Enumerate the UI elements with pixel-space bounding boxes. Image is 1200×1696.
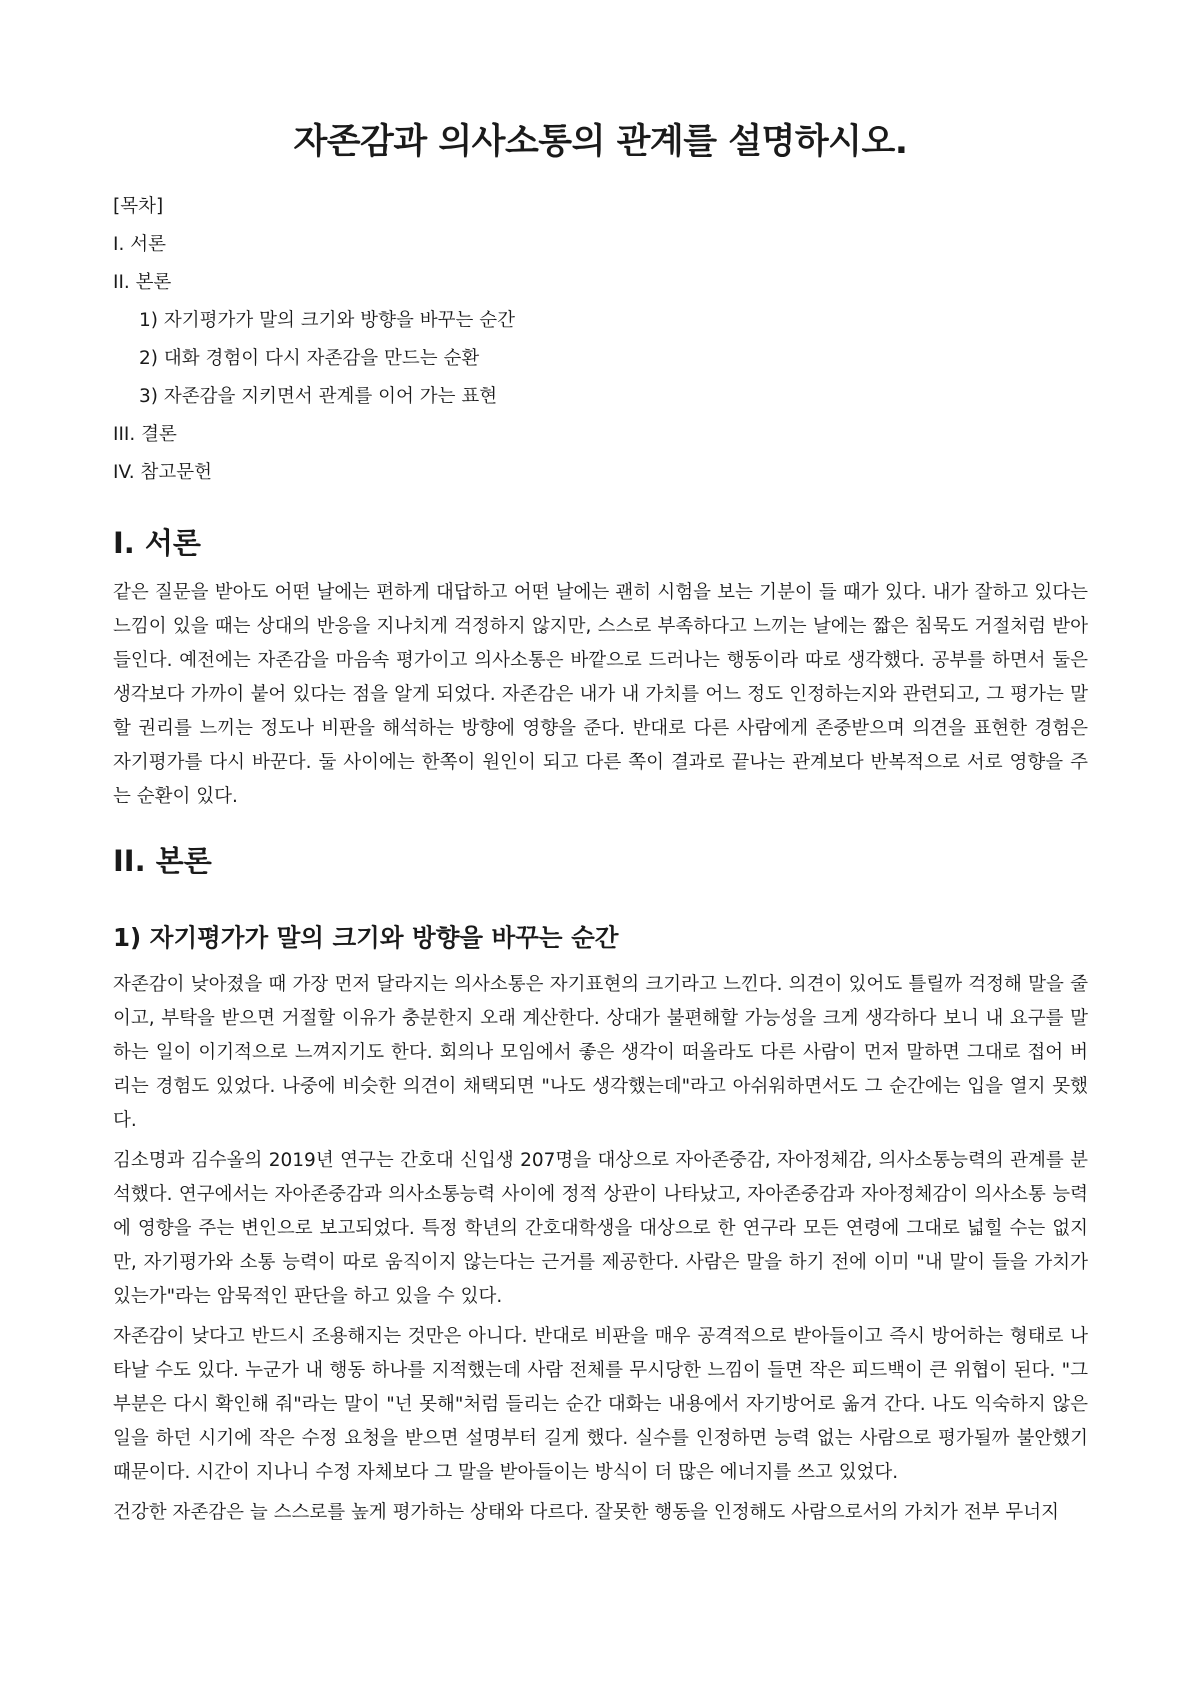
section-heading-body: II. 본론 [113,844,212,878]
intro-paragraph: 같은 질문을 받아도 어떤 날에는 편하게 대답하고 어떤 날에는 괜히 시험을 보는 기분이 들 때가 있다. 내가 잘하고 있다는 느낌이 있을 때는 상대의 반응을 지나치게 걱정하지 않지만, 스스로 부족하다고 느끼는 날에는 짧은 침묵도 거절처럼 받아들인다. 예전에는 자존감을 마음속 평가이고 의사소통은 바깥으로 드러나는 행동이라 따로 생각했다. 공부를 하면서 둘은 생각보다 가까이 붙어 있다는 점을 알게 되었다. 자존감은 내가 내 가치를 어느 정도 인정하는지와 관련되고, 그 평가는 말할 권리를 느끼는 정도나 비판을 해석하는 방향에 영향을 준다. 반대로 다른 사람에게 존중받으며 의견을 표현한 경험은 자기평가를 다시 바꾼다. 둘 사이에는 한쪽이 원인이 되고 다른 쪽이 결과로 끝나는 관계보다 반복적으로 서로 영향을 주는 순환이 있다. [113,582,1088,807]
toc-item-body-3: 3) 자존감을 지키면서 관계를 이어 가는 표현 [139,386,498,407]
toc-item-references: IV. 참고문헌 [113,462,212,483]
document-page [113,0,1088,1530]
table-of-contents [113,188,1088,492]
toc-item-body: II. 본론 [113,272,172,293]
toc-item-body-2: 2) 대화 경험이 다시 자존감을 만드는 순환 [139,348,480,369]
body-paragraph: 자존감이 낮아졌을 때 가장 먼저 달라지는 의사소통은 자기표현의 크기라고 느낀다. 의견이 있어도 틀릴까 걱정해 말을 줄이고, 부탁을 받으면 거절할 이유가 충분한지 오래 계산한다. 상대가 불편해할 가능성을 크게 생각하다 보니 내 요구를 말하는 일이 이기적으로 느껴지기도 한다. 회의나 모임에서 좋은 생각이 떠올라도 다른 사람이 먼저 말하면 그대로 접어 버리는 경험도 있었다. 나중에 비슷한 의견이 채택되면 "나도 생각했는데"라고 아쉬워하면서도 그 순간에는 입을 열지 못했다. [113,974,1088,1131]
toc-item-conclusion: III. 결론 [113,424,177,445]
document-title: 자존감과 의사소통의 관계를 설명하시오. [293,122,908,162]
subsection-heading-1: 1) 자기평가가 말의 크기와 방향을 바꾸는 순간 [113,923,619,952]
body-paragraph: 자존감이 낮다고 반드시 조용해지는 것만은 아니다. 반대로 비판을 매우 공격적으로 받아들이고 즉시 방어하는 형태로 나타날 수도 있다. 누군가 내 행동 하나를 지적했는데 사람 전체를 무시당한 느낌이 들면 작은 피드백이 큰 위협이 된다. "그 부분은 다시 확인해 줘"라는 말이 "넌 못해"처럼 들리는 순간 대화는 내용에서 자기방어로 옮겨 간다. 나도 익숙하지 않은 일을 하던 시기에 작은 수정 요청을 받으면 설명부터 길게 했다. 실수를 인정하면 능력 없는 사람으로 평가될까 불안했기 때문이다. 시간이 지나니 수정 자체보다 그 말을 받아들이는 방식이 더 많은 에너지를 쓰고 있었다. [113,1326,1088,1483]
section-heading-intro: I. 서론 [113,526,201,560]
body-paragraph: 건강한 자존감은 늘 스스로를 높게 평가하는 상태와 다르다. 잘못한 행동을 인정해도 사람으로서의 가치가 전부 무너지 [113,1502,1060,1523]
toc-heading: [목차] [113,196,164,217]
toc-item-body-1: 1) 자기평가가 말의 크기와 방향을 바꾸는 순간 [139,310,515,331]
toc-item-intro: I. 서론 [113,234,166,255]
body-paragraph: 김소명과 김수올의 2019년 연구는 간호대 신입생 207명을 대상으로 자아존중감, 자아정체감, 의사소통능력의 관계를 분석했다. 연구에서는 자아존중감과 의사소통능력 사이에 정적 상관이 나타났고, 자아존중감과 자아정체감이 의사소통 능력에 영향을 주는 변인으로 보고되었다. 특정 학년의 간호대학생을 대상으로 한 연구라 모든 연령에 그대로 넓힐 수는 없지만, 자기평가와 소통 능력이 따로 움직이지 않는다는 근거를 제공한다. 사람은 말을 하기 전에 이미 "내 말이 들을 가치가 있는가"라는 암묵적인 판단을 하고 있을 수 있다. [113,1150,1088,1307]
